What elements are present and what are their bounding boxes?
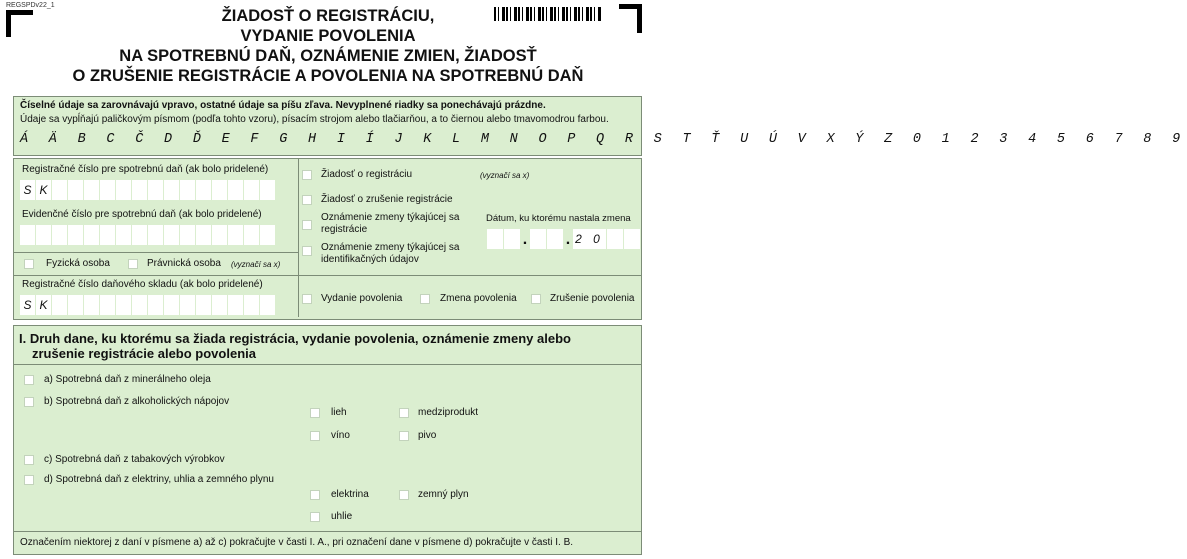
permit-change-label: Zmena povolenia	[440, 293, 517, 304]
reg-cell[interactable]	[244, 180, 259, 200]
reg-number-field[interactable]	[20, 180, 275, 200]
change-registration-checkbox[interactable]	[302, 220, 312, 230]
warehouse-cell[interactable]	[132, 295, 147, 315]
person-note: (vyznačí sa x)	[231, 260, 281, 269]
warehouse-cell[interactable]	[148, 295, 163, 315]
evid-cell[interactable]	[100, 225, 115, 245]
evid-cell[interactable]	[84, 225, 99, 245]
energy-uhlie-checkbox[interactable]	[310, 512, 320, 522]
alcohol-pivo-label: pivo	[418, 430, 437, 441]
alcohol-vino-label: víno	[331, 430, 350, 441]
date-separator: .	[565, 231, 571, 248]
warehouse-cell[interactable]	[260, 295, 275, 315]
warehouse-cell[interactable]	[212, 295, 227, 315]
divider	[14, 531, 641, 532]
change-identification-checkbox[interactable]	[302, 246, 312, 256]
permit-cancel-checkbox[interactable]	[531, 294, 541, 304]
reg-cell[interactable]	[52, 180, 67, 200]
instructions-line-1: Číselné údaje sa zarovnávajú vpravo, ostatné údaje sa píšu zľava. Nevyplnené riadky sa ponechávajú prázdne.	[20, 100, 546, 111]
alcohol-medziprodukt-label: medziprodukt	[418, 407, 479, 418]
reg-cell[interactable]	[84, 180, 99, 200]
physical-person-label: Fyzická osoba	[46, 258, 110, 269]
alcohol-vino-checkbox[interactable]	[310, 431, 320, 441]
sample-characters: Á Ä B C Č D Ď E F G H I Í J K L M N O P Q R S T Ť U Ú V X Ý Z 0 1 2 3 4 5 6 7 8 9	[20, 132, 1187, 147]
reg-cell[interactable]	[68, 180, 83, 200]
energy-elektrina-label: elektrina	[331, 489, 369, 500]
reg-number-label: Registračné číslo pre spotrebnú daň (ak bolo pridelené)	[22, 164, 269, 175]
section-tax-type	[13, 325, 642, 555]
section-heading-line-2: zrušenie registrácie alebo povolenia	[32, 346, 256, 361]
date-month-cell[interactable]	[547, 229, 563, 249]
reg-cell[interactable]	[228, 180, 243, 200]
evid-cell[interactable]	[148, 225, 163, 245]
alcohol-medziprodukt-checkbox[interactable]	[399, 408, 409, 418]
section-heading-line-1: I. Druh dane, ku ktorému sa žiada registrácia, vydanie povolenia, oznámenie zmeny alebo	[19, 331, 571, 346]
warehouse-prefix-k: K	[36, 295, 51, 315]
evid-cell[interactable]	[212, 225, 227, 245]
warehouse-cell[interactable]	[68, 295, 83, 315]
evid-number-field[interactable]	[20, 225, 275, 245]
reg-cell[interactable]	[196, 180, 211, 200]
alcohol-lieh-checkbox[interactable]	[310, 408, 320, 418]
divider	[298, 159, 299, 317]
request-registration-checkbox[interactable]	[302, 170, 312, 180]
evid-cell[interactable]	[132, 225, 147, 245]
change-date-label: Dátum, ku ktorému nastala zmena	[486, 213, 631, 224]
energy-elektrina-checkbox[interactable]	[310, 490, 320, 500]
evid-cell[interactable]	[180, 225, 195, 245]
warehouse-cell[interactable]	[116, 295, 131, 315]
reg-cell[interactable]	[148, 180, 163, 200]
tax-energy-checkbox[interactable]	[24, 475, 34, 485]
request-cancel-checkbox[interactable]	[302, 195, 312, 205]
warehouse-cell[interactable]	[228, 295, 243, 315]
tax-tobacco-checkbox[interactable]	[24, 455, 34, 465]
request-registration-label: Žiadosť o registráciu	[321, 169, 413, 180]
evid-cell[interactable]	[164, 225, 179, 245]
divider	[14, 252, 298, 253]
date-year-cell[interactable]	[624, 229, 640, 249]
date-year-cell[interactable]	[607, 229, 623, 249]
warehouse-cell[interactable]	[196, 295, 211, 315]
energy-plyn-label: zemný plyn	[418, 489, 469, 500]
reg-cell[interactable]	[116, 180, 131, 200]
identification-section	[13, 158, 642, 320]
reg-cell[interactable]	[132, 180, 147, 200]
evid-number-label: Evidenčné číslo pre spotrebnú daň (ak bolo pridelené)	[22, 209, 262, 220]
warehouse-prefix-s: S	[20, 295, 35, 315]
tax-mineral-oil-label: a) Spotrebná daň z minerálneho oleja	[44, 374, 211, 385]
date-month-cell[interactable]	[530, 229, 546, 249]
evid-cell[interactable]	[196, 225, 211, 245]
warehouse-cell[interactable]	[164, 295, 179, 315]
evid-cell[interactable]	[52, 225, 67, 245]
instructions-line-2: Údaje sa vypĺňajú paličkovým písmom (podľa tohto vzoru), písacím strojom alebo tlačiarňou, a to čiernou alebo tmavomodrou farbou.	[20, 114, 609, 125]
reg-prefix-s: S	[20, 180, 35, 200]
permit-issue-label: Vydanie povolenia	[321, 293, 403, 304]
warehouse-cell[interactable]	[244, 295, 259, 315]
date-day-cell[interactable]	[487, 229, 503, 249]
date-separator: .	[522, 231, 528, 248]
alcohol-lieh-label: lieh	[331, 407, 347, 418]
permit-change-checkbox[interactable]	[420, 294, 430, 304]
change-registration-label: Oznámenie zmeny týkajúcej sa registrácie	[321, 212, 460, 235]
reg-cell[interactable]	[180, 180, 195, 200]
instructions-section	[13, 96, 1187, 156]
request-cancel-label: Žiadosť o zrušenie registrácie	[321, 194, 453, 205]
date-year-prefix: 2 0	[573, 229, 606, 249]
date-day-cell[interactable]	[504, 229, 520, 249]
title-line-3: NA SPOTREBNÚ DAŇ, OZNÁMENIE ZMIEN, ŽIADOSŤ	[119, 47, 537, 65]
reg-cell[interactable]	[100, 180, 115, 200]
physical-person-checkbox[interactable]	[24, 259, 34, 269]
evid-cell[interactable]	[260, 225, 275, 245]
change-identification-label: Oznámenie zmeny týkajúcej sa identifikačných údajov	[321, 242, 460, 265]
title-line-4: O ZRUŠENIE REGISTRÁCIE A POVOLENIA NA SPOTREBNÚ DAŇ	[72, 67, 584, 85]
reg-prefix-k: K	[36, 180, 51, 200]
permit-cancel-label: Zrušenie povolenia	[550, 293, 635, 304]
warehouse-cell[interactable]	[84, 295, 99, 315]
divider	[14, 364, 641, 365]
title-line-1: ŽIADOSŤ O REGISTRÁCIU,	[221, 7, 435, 25]
evid-cell[interactable]	[244, 225, 259, 245]
tax-alcohol-checkbox[interactable]	[24, 397, 34, 407]
warehouse-number-field[interactable]	[20, 295, 275, 315]
warehouse-cell[interactable]	[180, 295, 195, 315]
change-date-field[interactable]	[487, 229, 640, 249]
energy-uhlie-label: uhlie	[331, 511, 353, 522]
reg-cell[interactable]	[260, 180, 275, 200]
tax-energy-label: d) Spotrebná daň z elektriny, uhlia a zemného plynu	[44, 474, 274, 485]
divider	[14, 275, 641, 276]
evid-cell[interactable]	[228, 225, 243, 245]
legal-person-label: Právnická osoba	[147, 258, 221, 269]
permit-issue-checkbox[interactable]	[302, 294, 312, 304]
tax-alcohol-label: b) Spotrebná daň z alkoholických nápojov	[44, 396, 230, 407]
title-line-2: VYDANIE POVOLENIA	[240, 27, 416, 45]
evid-cell[interactable]	[20, 225, 35, 245]
request-note: (vyznačí sa x)	[480, 171, 530, 180]
legal-person-checkbox[interactable]	[128, 259, 138, 269]
tax-mineral-oil-checkbox[interactable]	[24, 375, 34, 385]
warehouse-cell[interactable]	[100, 295, 115, 315]
reg-cell[interactable]	[164, 180, 179, 200]
alcohol-pivo-checkbox[interactable]	[399, 431, 409, 441]
evid-cell[interactable]	[68, 225, 83, 245]
section-footer-note: Označením niektorej z daní v písmene a) až c) pokračujte v časti I. A., pri označení dane v písmene d) pokračujte v časti I. B.	[20, 537, 574, 548]
reg-cell[interactable]	[212, 180, 227, 200]
energy-plyn-checkbox[interactable]	[399, 490, 409, 500]
evid-cell[interactable]	[36, 225, 51, 245]
form-code: REGSPDv22_1	[6, 2, 55, 9]
warehouse-cell[interactable]	[52, 295, 67, 315]
warehouse-number-label: Registračné číslo daňového skladu (ak bolo pridelené)	[22, 279, 263, 290]
tax-tobacco-label: c) Spotrebná daň z tabakových výrobkov	[44, 454, 225, 465]
evid-cell[interactable]	[116, 225, 131, 245]
